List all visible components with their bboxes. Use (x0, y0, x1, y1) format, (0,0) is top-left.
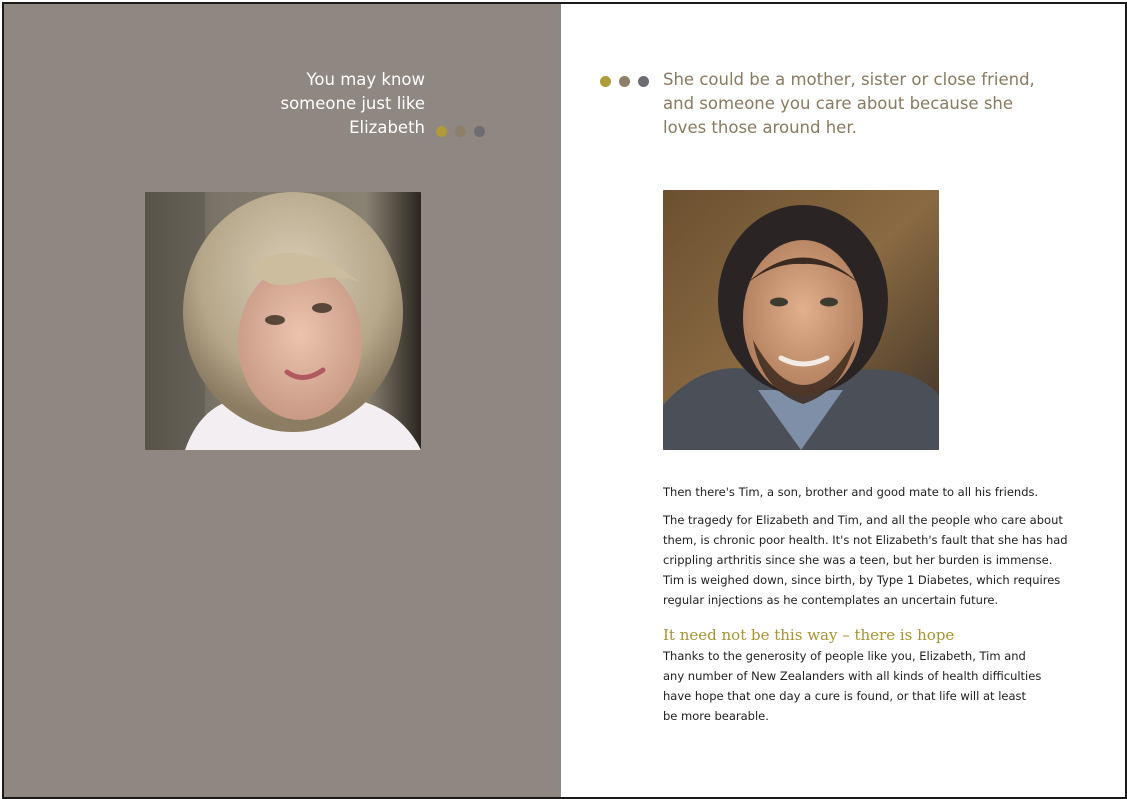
body-copy (663, 482, 1068, 734)
gold-dot (436, 126, 447, 137)
taupe-dot (455, 126, 466, 137)
text-line: them, is chronic poor health. It's not Elizabeth's fault that she has had (663, 533, 1068, 547)
slate-dot (474, 126, 485, 137)
brochure-spread (2, 2, 1127, 799)
right-page (561, 4, 1125, 797)
text-line: have hope that one day a cure is found, or that life will at least (663, 689, 1027, 703)
text-line: be more bearable. (663, 709, 769, 723)
elizabeth-photo (145, 192, 421, 450)
tim-photo (663, 190, 939, 450)
elizabeth-portrait-image (145, 192, 421, 450)
tim-portrait-image (663, 190, 939, 450)
hope-heading: It need not be this way – there is hope (663, 626, 955, 644)
text-line: Tim is weighed down, since birth, by Type 1 Diabetes, which requires (663, 573, 1061, 587)
right-heading-line: She could be a mother, sister or close friend, (663, 70, 1035, 89)
text-line: any number of New Zealanders with all kinds of health difficulties (663, 669, 1042, 683)
left-heading-line: Elizabeth (349, 118, 425, 137)
right-heading-line: loves those around her. (663, 118, 857, 137)
text-line: Thanks to the generosity of people like you, Elizabeth, Tim and (663, 649, 1026, 663)
paragraph-intro-tim: Then there's Tim, a son, brother and good mate to all his friends. (663, 485, 1039, 499)
gold-dot (600, 76, 611, 87)
left-page (4, 4, 561, 797)
text-line: The tragedy for Elizabeth and Tim, and all the people who care about (663, 513, 1063, 527)
right-heading (663, 68, 1063, 140)
text-line: crippling arthritis since she was a teen, but her burden is immense. (663, 553, 1053, 567)
left-heading-line: someone just like (280, 94, 425, 113)
text-line: regular injections as he contemplates an uncertain future. (663, 593, 999, 607)
decorative-dots-right (600, 76, 649, 87)
decorative-dots-left (436, 126, 485, 137)
taupe-dot (619, 76, 630, 87)
left-heading-line: You may know (306, 70, 425, 89)
paragraph-hope (663, 646, 1058, 726)
paragraph-tragedy (663, 510, 1068, 610)
slate-dot (638, 76, 649, 87)
right-heading-line: and someone you care about because she (663, 94, 1014, 113)
left-heading (185, 68, 425, 140)
